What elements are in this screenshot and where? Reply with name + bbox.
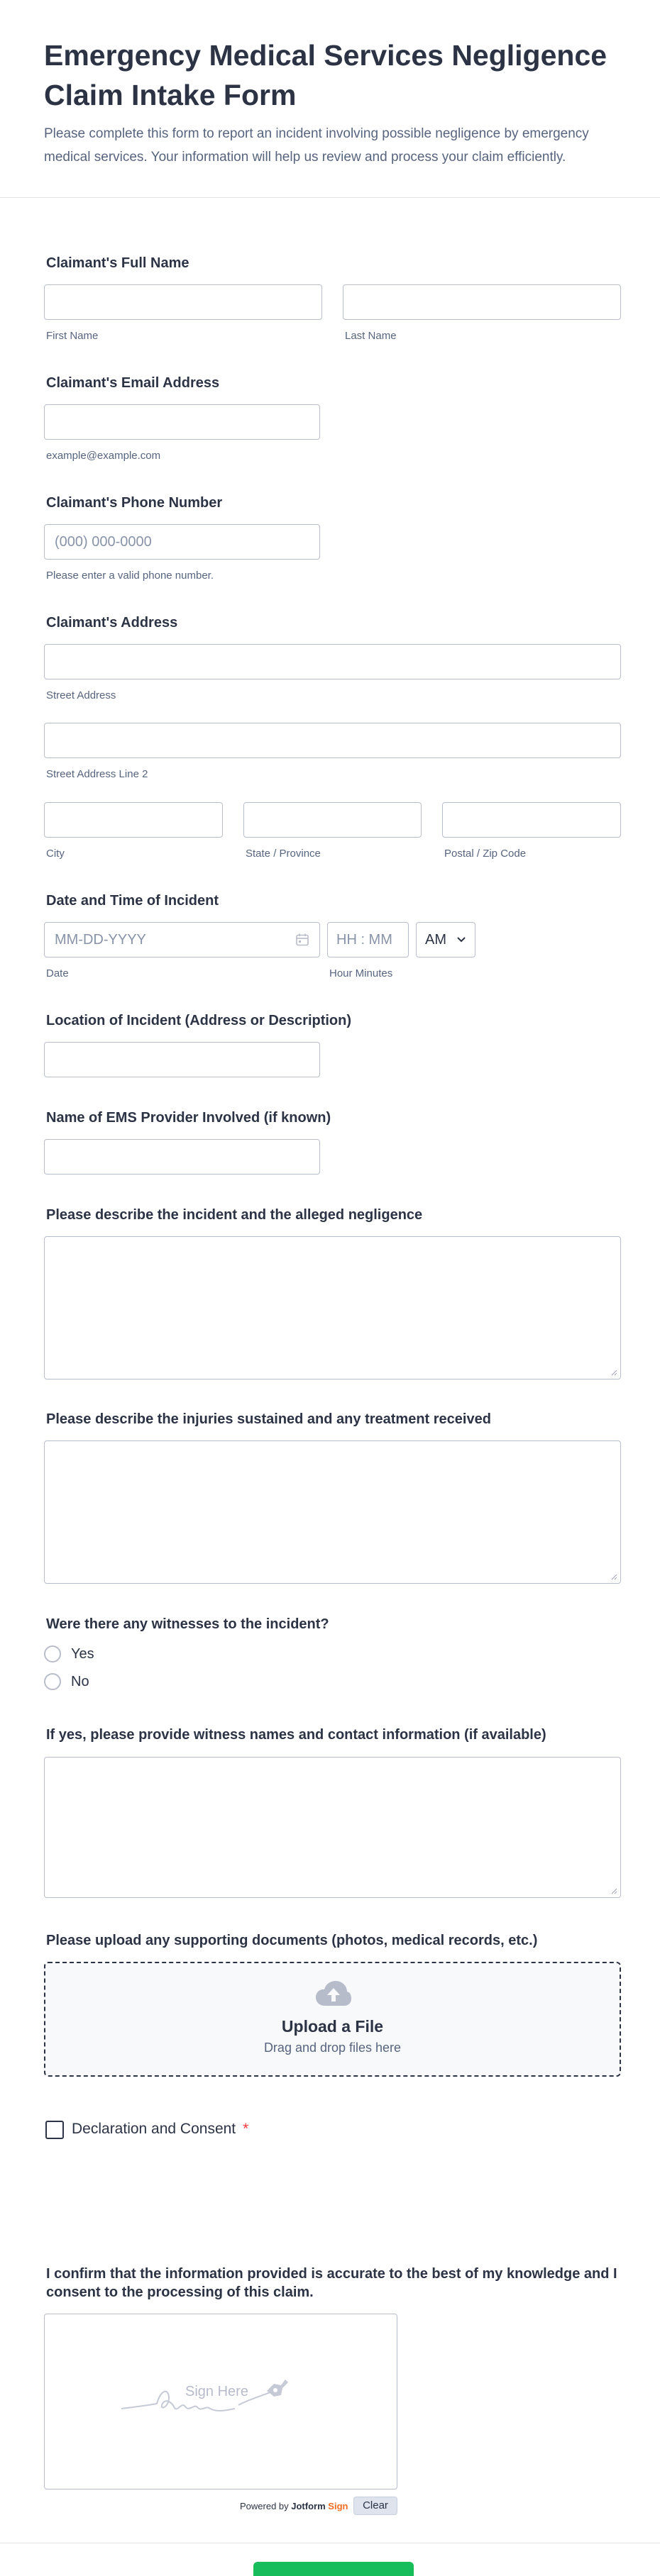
consent-label[interactable] xyxy=(72,2121,248,2138)
incident-datetime-label: Date and Time of Incident xyxy=(46,893,219,909)
email-input[interactable] xyxy=(44,404,320,440)
street-address-sublabel: Street Address xyxy=(46,689,116,701)
location-input[interactable] xyxy=(44,1042,320,1077)
ampm-value: AM xyxy=(425,932,446,948)
street-address-input[interactable] xyxy=(44,644,621,679)
upload-title: Upload a File xyxy=(281,2017,384,2036)
email-label: Claimant's Email Address xyxy=(46,375,220,391)
date-input[interactable] xyxy=(44,922,320,957)
file-upload-dropzone[interactable] xyxy=(44,1962,621,2077)
date-sublabel: Date xyxy=(46,967,69,979)
injuries-textarea[interactable] xyxy=(44,1440,621,1584)
calendar-icon[interactable] xyxy=(295,933,309,947)
city-input[interactable] xyxy=(44,802,223,838)
cloud-upload-icon xyxy=(315,1980,352,2007)
radio-yes-label[interactable]: Yes xyxy=(71,1646,94,1662)
upload-subtitle: Drag and drop files here xyxy=(263,2041,402,2055)
phone-sublabel: Please enter a valid phone number. xyxy=(46,570,214,582)
witnesses-label: Were there any witnesses to the incident? xyxy=(46,1616,329,1632)
sign-product: Sign xyxy=(328,2501,348,2511)
address-label: Claimant's Address xyxy=(46,615,178,631)
street-address-line2-sublabel: Street Address Line 2 xyxy=(46,768,148,780)
radio-no-label[interactable]: No xyxy=(71,1674,89,1689)
first-name-input[interactable] xyxy=(44,284,322,320)
radio-no[interactable] xyxy=(44,1673,61,1690)
provider-label: Name of EMS Provider Involved (if known) xyxy=(46,1110,331,1126)
state-sublabel: State / Province xyxy=(246,848,321,860)
resize-handle-icon[interactable] xyxy=(610,1369,617,1376)
zip-sublabel: Postal / Zip Code xyxy=(444,848,527,860)
resize-handle-icon[interactable] xyxy=(610,1573,617,1580)
upload-label: Please upload any supporting documents (photos, medical records, etc.) xyxy=(46,1933,538,1948)
chevron-down-icon xyxy=(456,936,466,943)
required-mark: * xyxy=(243,2121,249,2137)
page-title: Emergency Medical Services Negligence Claim Intake Form xyxy=(44,39,607,111)
signature-label: I confirm that the information provided is accurate to the best of my knowledge and I consent to the processing of this claim. xyxy=(46,2266,617,2300)
signature-pad[interactable] xyxy=(44,2314,397,2489)
form-header xyxy=(0,0,660,198)
date-placeholder: MM-DD-YYYY xyxy=(55,932,146,948)
clear-signature-button[interactable]: Clear xyxy=(353,2497,397,2515)
radio-yes[interactable] xyxy=(44,1645,61,1662)
consent-label-text: Declaration and Consent xyxy=(72,2121,236,2137)
last-name-sublabel: Last Name xyxy=(345,330,397,342)
time-input[interactable]: HH : MM xyxy=(327,922,409,957)
signature-placeholder: Sign Here xyxy=(185,2384,248,2399)
resize-handle-icon[interactable] xyxy=(610,1887,617,1894)
ampm-select[interactable] xyxy=(416,922,475,957)
powered-by-prefix: Powered by xyxy=(240,2501,292,2511)
witness-info-textarea[interactable] xyxy=(44,1757,621,1898)
witness-info-label: If yes, please provide witness names and contact information (if available) xyxy=(46,1727,546,1743)
first-name-sublabel: First Name xyxy=(46,330,99,342)
injuries-label: Please describe the injuries sustained and any treatment received xyxy=(46,1411,491,1427)
zip-input[interactable] xyxy=(442,802,621,838)
provider-input[interactable] xyxy=(44,1139,320,1175)
city-sublabel: City xyxy=(46,848,65,860)
time-sublabel: Hour Minutes xyxy=(329,967,393,979)
full-name-label: Claimant's Full Name xyxy=(46,255,189,271)
incident-description-textarea[interactable] xyxy=(44,1236,621,1379)
state-input[interactable] xyxy=(243,802,422,838)
last-name-input[interactable] xyxy=(343,284,621,320)
email-sublabel: example@example.com xyxy=(46,450,161,462)
phone-label: Claimant's Phone Number xyxy=(46,495,223,511)
powered-by xyxy=(240,2501,348,2511)
location-label: Location of Incident (Address or Description) xyxy=(46,1013,352,1028)
phone-input[interactable]: (000) 000-0000 xyxy=(44,524,320,560)
form-description: Please complete this form to report an incident involving possible negligence by emergency medical services. Your information will help us review and process your claim efficiently. xyxy=(44,126,589,165)
submit-button[interactable] xyxy=(253,2562,414,2576)
incident-description-label: Please describe the incident and the alleged negligence xyxy=(46,1207,423,1223)
consent-checkbox[interactable] xyxy=(45,2121,64,2139)
street-address-line2-input[interactable] xyxy=(44,723,621,758)
signature-scribble-icon xyxy=(118,2370,317,2419)
jotform-brand: Jotform xyxy=(291,2501,326,2511)
